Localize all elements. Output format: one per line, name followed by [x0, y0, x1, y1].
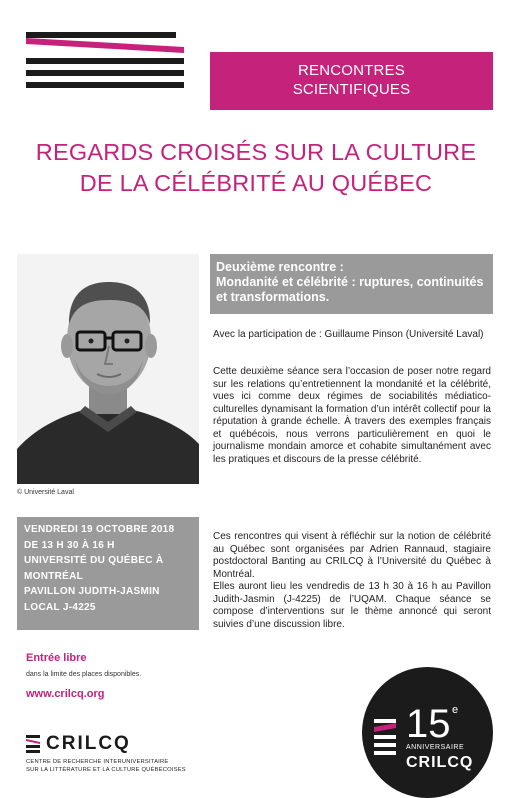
event-pavilion: PAVILLON JUDITH-JASMIN	[24, 586, 160, 597]
anniversary-badge	[362, 667, 493, 798]
title-line2: DE LA CÉLÉBRITÉ AU QUÉBEC	[79, 170, 433, 196]
info-text	[213, 531, 491, 631]
anniversary-number: 15	[406, 702, 451, 746]
seat-limit-note: dans la limite des places disponibles.	[26, 671, 142, 678]
banner-line2: SCIENTIFIQUES	[292, 81, 411, 98]
crilcq-full-name-line1: CENTRE DE RECHERCHE INTERUNIVERSITAIRE	[26, 759, 169, 765]
anniversary-label: ANNIVERSAIRE	[406, 744, 465, 751]
crilcq-logo-text: CRILCQ	[46, 733, 131, 754]
header-banner	[210, 52, 493, 110]
crilcq-full-name	[26, 758, 186, 774]
event-university-1: UNIVERSITÉ DU QUÉBEC À	[24, 555, 164, 566]
participation-text: Avec la participation de : Guillaume Pinson (Université Laval)	[213, 329, 484, 340]
description-text: Cette deuxième séance sera l’occasion de poser notre regard sur les relations qu’entretiennent la mondanité et la célébrité, vues ici comme deux régimes de sociabilités médiatico-culturelles dynamisant la formation d’un intérêt collectif pour la réputation à grande échelle. À travers des exemples français et québécois, nous verrons particulièrement en quoi le journalisme mondain amorce et cohabite simultanément avec les pratiques et discours de la presse célébrité.	[213, 366, 491, 465]
free-entry-label: Entrée libre	[26, 652, 87, 664]
crilcq-stripes-logo	[26, 32, 186, 102]
speaker-photo	[17, 254, 199, 484]
event-time: DE 13 H 30 À 16 H	[24, 539, 115, 551]
banner-line1: RENCONTRES	[297, 62, 405, 79]
crilcq-mini-stripes-icon	[26, 734, 44, 754]
event-date: VENDREDI 19 OCTOBRE 2018	[24, 524, 175, 535]
photo-credit: © Université Laval	[17, 489, 74, 496]
meeting-subtitle: Mondanité et célébrité : ruptures, continuités et transformations.	[216, 275, 484, 304]
anniversary-name: CRILCQ	[406, 754, 474, 771]
meeting-heading: Deuxième rencontre :	[216, 260, 344, 274]
info-paragraph-1: Ces rencontres qui visent à réfléchir sur la notion de célébrité au Québec sont organisées par Adrien Rannaud, stagiaire postdoctoral Banting au CRILCQ à l’Université du Québec à Montréal.	[213, 531, 491, 580]
info-paragraph-2: Elles auront lieu les vendredis de 13 h 30 à 16 h au Pavillon Judith-Jasmin (J-4225) de l’UQAM. Chaque séance se compose d’interventions sur le thème annoncé qui seront suivies d’une discussion libre.	[213, 581, 491, 630]
page-title	[0, 137, 512, 199]
crilcq-full-name-line2: SUR LA LITTÉRATURE ET LA CULTURE QUÉBÉCOISES	[26, 767, 186, 773]
pink-diagonal-stripe	[26, 38, 184, 54]
event-room: LOCAL J-4225	[24, 601, 96, 613]
anniversary-suffix: e	[452, 704, 459, 716]
event-details-box	[17, 517, 199, 630]
title-line1: REGARDS CROISÉS SUR LA CULTURE	[35, 139, 477, 165]
website-link[interactable]: www.crilcq.org	[26, 688, 105, 700]
meeting-box	[210, 254, 493, 314]
event-university-2: MONTRÉAL	[24, 570, 84, 582]
